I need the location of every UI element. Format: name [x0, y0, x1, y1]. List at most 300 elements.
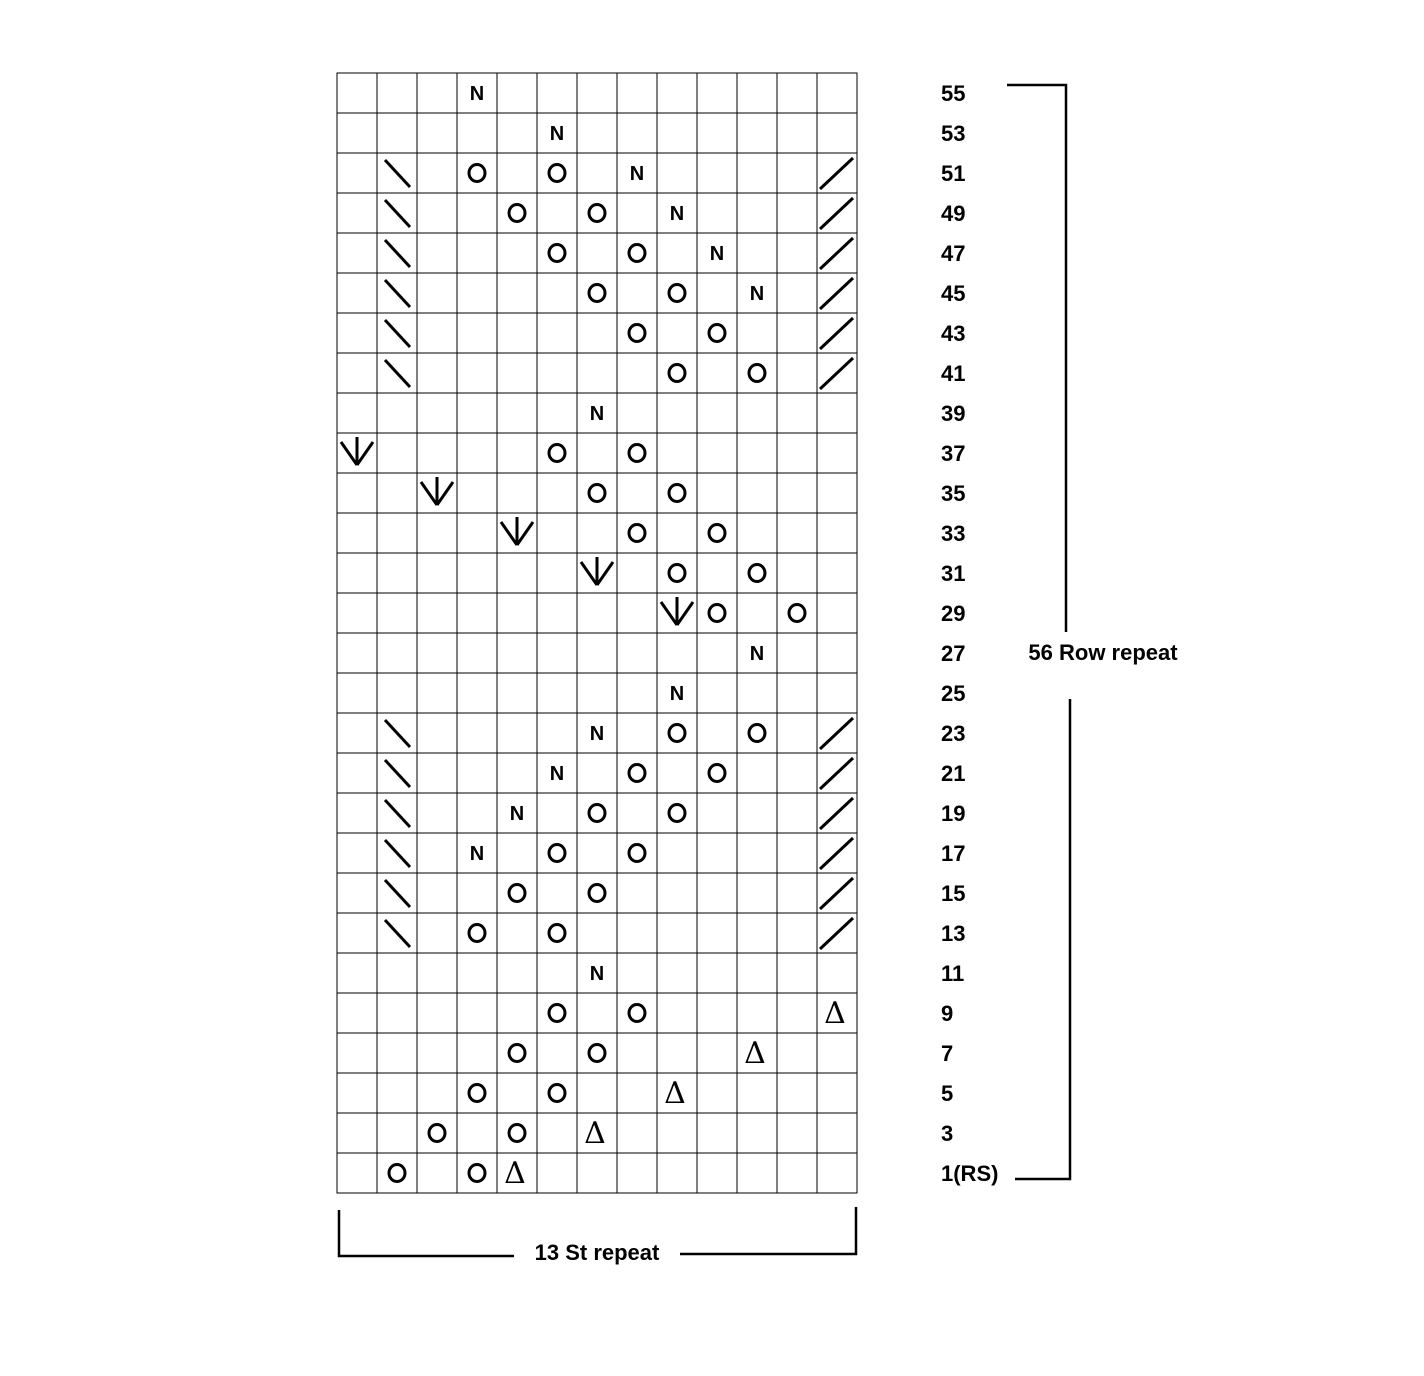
chart-cell [697, 593, 737, 633]
chart-cell [417, 713, 457, 753]
chart-cell [617, 193, 657, 233]
chart-cell [697, 673, 737, 713]
chart-cell [537, 353, 577, 393]
chart-cell [617, 833, 657, 873]
chart-cell [577, 1033, 617, 1073]
chart-cell [377, 393, 417, 433]
chart-cell [777, 1033, 817, 1073]
chart-cell [777, 73, 817, 113]
chart-cell [737, 673, 777, 713]
chart-cell [737, 233, 777, 273]
chart-cell [657, 833, 697, 873]
row-number-label: 29 [941, 601, 966, 626]
chart-cell [417, 193, 457, 233]
chart-cell [497, 713, 537, 753]
chart-cell [417, 753, 457, 793]
chart-cell [737, 953, 777, 993]
chart-cell [337, 473, 377, 513]
chart-cell [737, 553, 777, 593]
chart-cell [697, 113, 737, 153]
chart-cell [417, 513, 457, 553]
chart-cell [737, 1073, 777, 1113]
chart-cell [377, 1153, 417, 1193]
chart-cell [337, 233, 377, 273]
chart-cell [377, 1073, 417, 1113]
row-number-label: 9 [941, 1001, 954, 1026]
chart-cell [417, 1153, 457, 1193]
row-number-label: 55 [941, 81, 966, 106]
chart-cell [577, 473, 617, 513]
chart-cell [377, 953, 417, 993]
chart-cell [457, 633, 497, 673]
chart-cell [617, 393, 657, 433]
chart-cell [577, 1153, 617, 1193]
chart-cell [337, 1113, 377, 1153]
row-number-label: 41 [941, 361, 966, 386]
chart-cell [337, 153, 377, 193]
chart-cell [657, 993, 697, 1033]
chart-cell [777, 873, 817, 913]
chart-cell [617, 113, 657, 153]
chart-cell [417, 993, 457, 1033]
chart-cell [577, 193, 617, 233]
chart-cell [417, 1033, 457, 1073]
row-number-label: 43 [941, 321, 966, 346]
chart-cell [537, 273, 577, 313]
chart-cell [777, 273, 817, 313]
chart-cell [497, 873, 537, 913]
chart-cell [777, 833, 817, 873]
chart-cell [577, 433, 617, 473]
chart-cell [377, 513, 417, 553]
chart-cell [497, 913, 537, 953]
chart-cell [657, 153, 697, 193]
chart-cell [537, 1033, 577, 1073]
chart-cell [537, 153, 577, 193]
chart-cell [777, 113, 817, 153]
chart-cell [817, 473, 857, 513]
chart-cell [497, 633, 537, 673]
chart-cell [577, 913, 617, 953]
row-labels [941, 81, 998, 1186]
row-repeat-bracket [1007, 85, 1178, 1179]
chart-cell [737, 73, 777, 113]
chart-cell [617, 753, 657, 793]
chart-cell [337, 713, 377, 753]
chart-cell [577, 513, 617, 553]
chart-cell [697, 553, 737, 593]
chart-cell [737, 873, 777, 913]
chart-cell [617, 433, 657, 473]
chart-cell [457, 593, 497, 633]
chart-cell [377, 1033, 417, 1073]
chart-cell [417, 273, 457, 313]
chart-cell [457, 473, 497, 513]
row-number-label: 27 [941, 641, 966, 666]
chart-cell [817, 593, 857, 633]
chart-cell [417, 953, 457, 993]
chart-cell [617, 673, 657, 713]
chart-cell [337, 793, 377, 833]
chart-cell [817, 393, 857, 433]
row-number-label: 25 [941, 681, 966, 706]
chart-cell [377, 473, 417, 513]
chart-cell [697, 353, 737, 393]
row-number-label: 19 [941, 801, 966, 826]
chart-cell [417, 913, 457, 953]
chart-cell [337, 193, 377, 233]
chart-cell [777, 1153, 817, 1193]
chart-cell [577, 793, 617, 833]
chart-cell [497, 833, 537, 873]
chart-cell [537, 1073, 577, 1113]
chart-cell [817, 513, 857, 553]
chart-cell [457, 793, 497, 833]
chart-cell [457, 993, 497, 1033]
chart-cell [337, 993, 377, 1033]
chart-cell [457, 1033, 497, 1073]
chart-cell [577, 593, 617, 633]
chart-cell [337, 513, 377, 553]
chart-cell [497, 433, 537, 473]
chart-grid [337, 73, 857, 1193]
chart-cell [777, 433, 817, 473]
chart-cell [657, 553, 697, 593]
chart-cell [777, 633, 817, 673]
chart-cell [697, 433, 737, 473]
chart-cell [697, 473, 737, 513]
row-number-label: 3 [941, 1121, 954, 1146]
no-stitch-symbol: N [589, 963, 605, 985]
chart-cell [457, 1073, 497, 1113]
chart-cell [577, 993, 617, 1033]
chart-cell [497, 393, 537, 433]
row-number-label: 21 [941, 761, 966, 786]
chart-cell [537, 793, 577, 833]
chart-cell [737, 1113, 777, 1153]
chart-cell [617, 633, 657, 673]
chart-cell [657, 73, 697, 113]
chart-cell [457, 753, 497, 793]
chart-cell [537, 713, 577, 753]
chart-cell [537, 953, 577, 993]
chart-cell [697, 193, 737, 233]
no-stitch-symbol: N [549, 123, 565, 145]
stitch-repeat-bracket [339, 1207, 856, 1265]
chart-cell [657, 433, 697, 473]
row-number-label: 37 [941, 441, 966, 466]
chart-cell [777, 1073, 817, 1113]
chart-cell [337, 393, 377, 433]
chart-cell [737, 1153, 777, 1193]
chart-cell [777, 593, 817, 633]
chart-cell [697, 753, 737, 793]
chart-cell [537, 913, 577, 953]
chart-cell [377, 593, 417, 633]
row-number-label: 11 [941, 961, 965, 986]
chart-cell [697, 1153, 737, 1193]
chart-cell [777, 713, 817, 753]
chart-cell [497, 273, 537, 313]
chart-cell [337, 313, 377, 353]
chart-cell [537, 633, 577, 673]
chart-cell [777, 513, 817, 553]
chart-cell [577, 233, 617, 273]
chart-cell [497, 673, 537, 713]
chart-cell [417, 593, 457, 633]
chart-cell [417, 313, 457, 353]
chart-cell [377, 673, 417, 713]
chart-cell [737, 113, 777, 153]
chart-cell [337, 353, 377, 393]
chart-cell [617, 513, 657, 553]
chart-cell [617, 233, 657, 273]
chart-cell [577, 833, 617, 873]
no-stitch-symbol: N [589, 723, 605, 745]
chart-cell [457, 313, 497, 353]
chart-cell [537, 513, 577, 553]
no-stitch-symbol: N [669, 203, 685, 225]
row-number-label: 23 [941, 721, 966, 746]
chart-cell [417, 153, 457, 193]
no-stitch-symbol: N [549, 763, 565, 785]
chart-cell [657, 713, 697, 753]
chart-cell [537, 193, 577, 233]
chart-cell [457, 113, 497, 153]
no-stitch-symbol: N [669, 683, 685, 705]
chart-cell [377, 553, 417, 593]
chart-cell [537, 233, 577, 273]
chart-cell [697, 993, 737, 1033]
chart-cell [417, 113, 457, 153]
chart-cell [577, 353, 617, 393]
chart-cell [577, 873, 617, 913]
chart-cell [577, 673, 617, 713]
chart-cell [657, 313, 697, 353]
chart-cell [537, 473, 577, 513]
chart-cell [617, 353, 657, 393]
chart-cell [337, 273, 377, 313]
chart-cell [577, 313, 617, 353]
chart-cell [737, 473, 777, 513]
chart-cell [417, 673, 457, 713]
chart-cell [657, 233, 697, 273]
chart-cell [577, 73, 617, 113]
chart-cell [337, 673, 377, 713]
chart-cell [737, 833, 777, 873]
chart-cell [657, 1153, 697, 1193]
chart-cell [617, 953, 657, 993]
chart-cell [777, 913, 817, 953]
chart-cell [657, 353, 697, 393]
chart-cell [777, 313, 817, 353]
chart-cell [377, 433, 417, 473]
chart-cell [737, 433, 777, 473]
chart-cell [497, 1033, 537, 1073]
chart-cell [417, 393, 457, 433]
chart-cell [737, 713, 777, 753]
chart-cell [377, 113, 417, 153]
chart-cell [737, 913, 777, 953]
chart-cell [657, 273, 697, 313]
row-number-label: 1(RS) [941, 1161, 999, 1186]
chart-cell [497, 153, 537, 193]
chart-cell [497, 353, 537, 393]
no-stitch-symbol: N [509, 803, 525, 825]
chart-cell [417, 633, 457, 673]
chart-cell [737, 593, 777, 633]
chart-cell [577, 113, 617, 153]
chart-cell [617, 993, 657, 1033]
row-number-label: 15 [941, 881, 966, 906]
chart-cell [337, 1153, 377, 1193]
chart-cell [617, 273, 657, 313]
chart-cell [457, 1113, 497, 1153]
chart-cell [537, 1153, 577, 1193]
chart-cell [417, 793, 457, 833]
chart-cell [697, 153, 737, 193]
chart-cell [737, 313, 777, 353]
chart-cell [777, 953, 817, 993]
chart-cell [337, 753, 377, 793]
chart-cell [457, 913, 497, 953]
chart-cell [617, 1073, 657, 1113]
chart-cell [777, 473, 817, 513]
row-number-label: 5 [941, 1081, 954, 1106]
chart-cell [817, 673, 857, 713]
chart-cell [817, 633, 857, 673]
chart-cell [497, 953, 537, 993]
row-number-label: 7 [941, 1041, 954, 1066]
chart-cell [537, 1113, 577, 1153]
chart-cell [737, 513, 777, 553]
chart-cell [497, 553, 537, 593]
chart-cell [657, 753, 697, 793]
chart-cell [617, 913, 657, 953]
chart-cell [537, 393, 577, 433]
row-number-label: 47 [941, 241, 966, 266]
chart-cell [737, 193, 777, 233]
chart-cell [617, 873, 657, 913]
chart-cell [657, 953, 697, 993]
chart-cell [337, 833, 377, 873]
chart-cell [577, 633, 617, 673]
chart-cell [617, 1033, 657, 1073]
chart-cell [497, 753, 537, 793]
chart-cell [337, 1073, 377, 1113]
no-stitch-symbol: N [629, 163, 645, 185]
chart-cell [817, 1113, 857, 1153]
chart-cell [777, 673, 817, 713]
chart-cell [697, 1113, 737, 1153]
chart-cell [737, 353, 777, 393]
chart-cell [617, 713, 657, 753]
chart-cell [457, 433, 497, 473]
chart-cell [817, 73, 857, 113]
chart-cell [497, 233, 537, 273]
chart-cell [577, 153, 617, 193]
chart-cell [737, 793, 777, 833]
delta-symbol: Δ [824, 996, 846, 1031]
chart-cell [617, 1113, 657, 1153]
no-stitch-symbol: N [709, 243, 725, 265]
chart-cell [417, 73, 457, 113]
chart-cell [457, 153, 497, 193]
chart-cell [577, 273, 617, 313]
chart-cell [497, 993, 537, 1033]
chart-cell [417, 1073, 457, 1113]
chart-cell [377, 73, 417, 113]
chart-cell [657, 1113, 697, 1153]
stitch-repeat-label: 13 St repeat [534, 1240, 660, 1265]
chart-cell [777, 393, 817, 433]
chart-cell [737, 993, 777, 1033]
chart-cell [497, 1113, 537, 1153]
chart-cell [457, 673, 497, 713]
chart-cell [657, 513, 697, 553]
chart-cell [337, 633, 377, 673]
chart-cell [697, 833, 737, 873]
chart-cell [377, 993, 417, 1033]
chart-cell [457, 193, 497, 233]
chart-cell [777, 193, 817, 233]
chart-cell [697, 313, 737, 353]
row-number-label: 13 [941, 921, 966, 946]
chart-cell [417, 353, 457, 393]
chart-cell [497, 313, 537, 353]
chart-cell [537, 873, 577, 913]
chart-cell [497, 473, 537, 513]
chart-cell [497, 593, 537, 633]
delta-symbol: Δ [664, 1076, 686, 1111]
chart-cell [657, 113, 697, 153]
chart-cell [737, 153, 777, 193]
chart-cell [537, 833, 577, 873]
row-number-label: 51 [941, 161, 966, 186]
chart-cell [417, 873, 457, 913]
chart-cell [577, 1073, 617, 1113]
chart-cell [537, 993, 577, 1033]
chart-cell [417, 233, 457, 273]
chart-cell [457, 1153, 497, 1193]
chart-cell [337, 113, 377, 153]
no-stitch-symbol: N [749, 283, 765, 305]
chart-cell [457, 233, 497, 273]
chart-cell [817, 553, 857, 593]
chart-cell [817, 1153, 857, 1193]
delta-symbol: Δ [744, 1036, 766, 1071]
chart-cell [777, 753, 817, 793]
chart-cell [497, 113, 537, 153]
delta-symbol: Δ [504, 1156, 526, 1191]
chart-cell [777, 553, 817, 593]
chart-cell [697, 873, 737, 913]
chart-cell [817, 953, 857, 993]
row-repeat-label: 56 Row repeat [1028, 640, 1178, 665]
chart-cell [457, 273, 497, 313]
chart-cell [337, 553, 377, 593]
row-number-label: 31 [941, 561, 966, 586]
chart-cell [337, 73, 377, 113]
chart-cell [617, 553, 657, 593]
chart-cell [697, 713, 737, 753]
chart-cell [337, 873, 377, 913]
chart-cell [817, 113, 857, 153]
chart-cell [737, 753, 777, 793]
chart-cell [417, 433, 457, 473]
chart-cell [337, 1033, 377, 1073]
chart-cell [657, 393, 697, 433]
